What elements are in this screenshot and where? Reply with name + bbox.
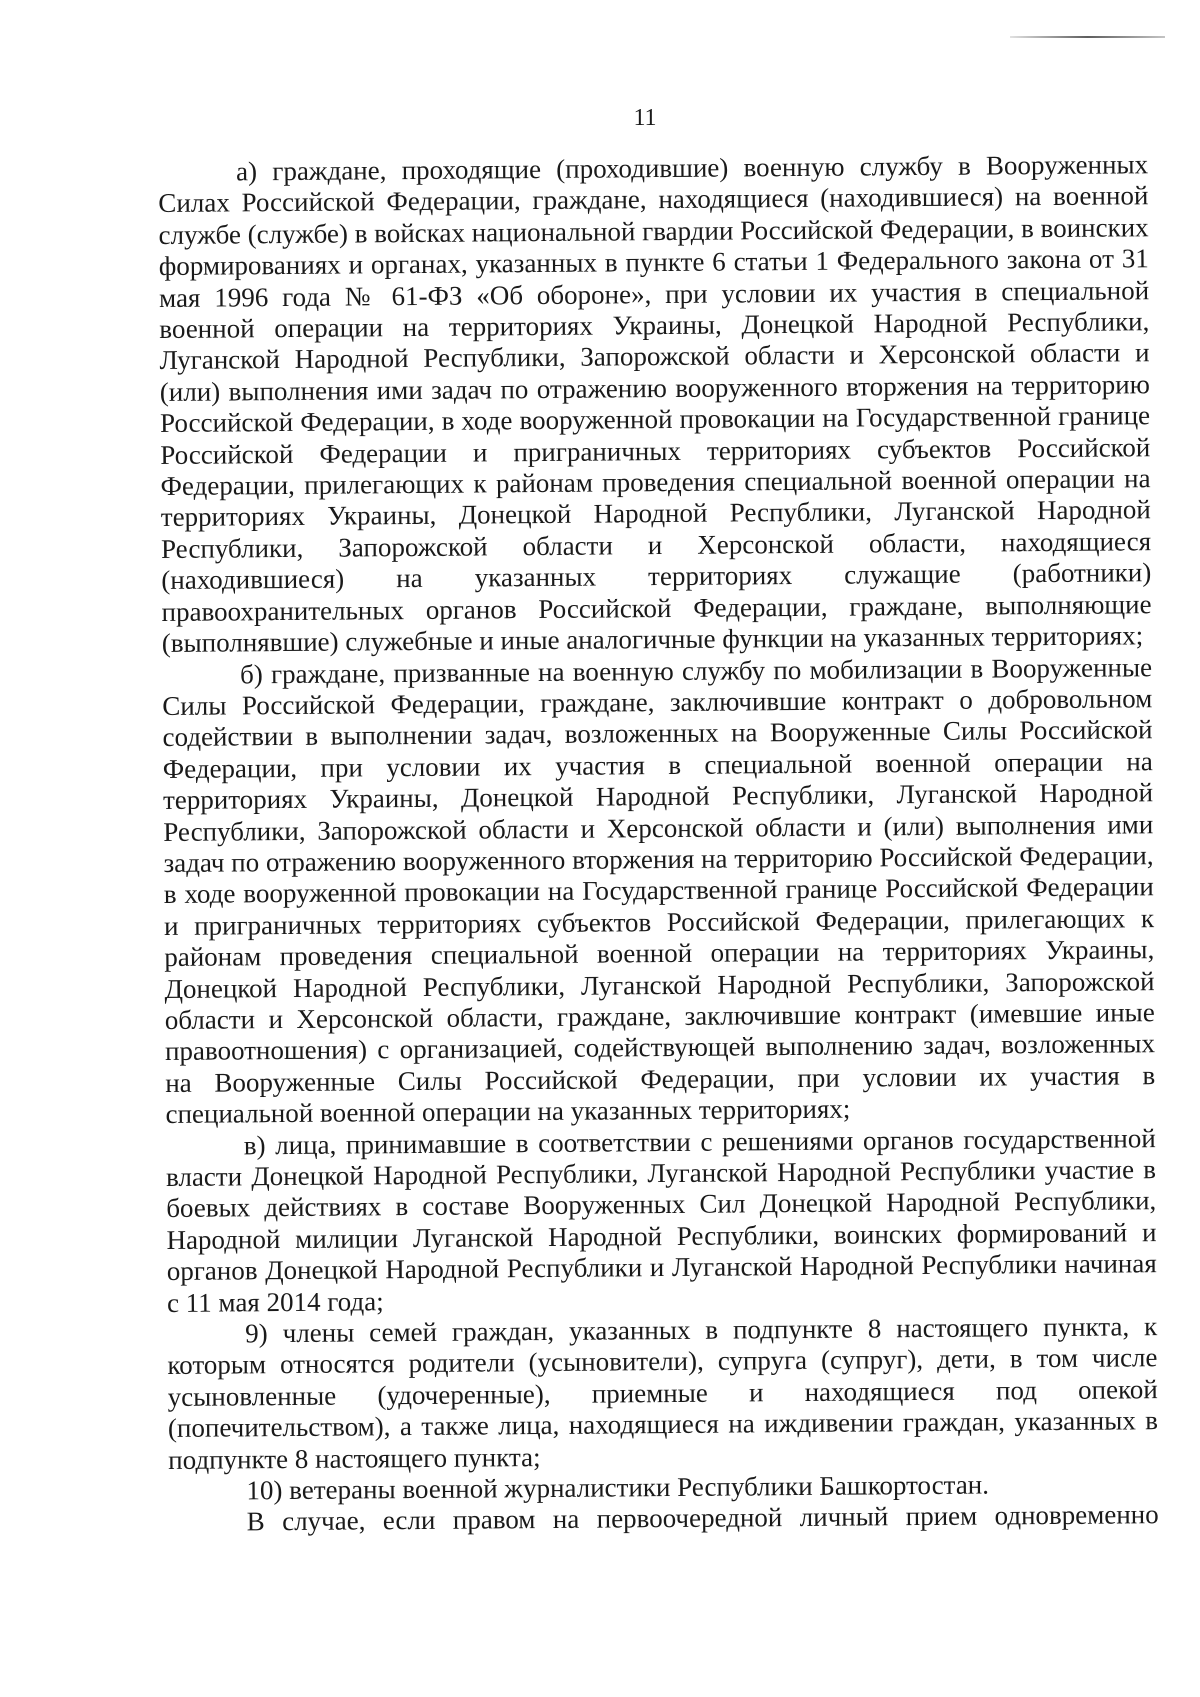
paragraph-continuation: В случае, если правом на первоочередной личный прием одновременно bbox=[246, 1499, 1159, 1537]
paragraph-subitem-b: б) граждане, призванные на военную службу по мобилизации в Вооруженные Силы Российской Федерации, граждане, заключившие контракт о добровольном содействии в выполнении задач, возложенных на Вооруженные Силы Российской Федерации, при условии их участия в специальной военной операции на территориях Украины, Донецкой Народной Республики, Луганской Народной Республики, Запорожской области и Херсонской области и (или) выполнения ими задач по отражению вооруженного вторжения на территорию Российской Федерации, в ходе вооруженной провокации на Государственной границе Российской Федерации и приграничных территориях субъектов Российской Федерации, прилегающих к районам проведения специальной военной операции на территориях Украины, Донецкой Народной Республики, Луганской Народной Республики, Запорожской области и Херсонской области, граждане, заключившие контракт (имевшие иные правоотношения) с организацией, содействующей выполнению задач, возложенных на Вооруженные Силы Российской Федерации, при условии их участия в специальной военной операции на указанных территориях; bbox=[162, 651, 1156, 1130]
paragraph-subitem-a: а) граждане, проходящие (проходившие) военную службу в Вооруженных Силах Российской Федерации, граждане, находящиеся (находившиеся) на военной службе (службе) в войсках национальной гвардии Российской Федерации, в воинских формированиях и органах, указанных в пункте 6 статьи 1 Федерального закона от 31 мая 1996 года № 61-ФЗ «Об обороне», при условии их участия в специальной военной операции на территориях Украины, Донецкой Народной Республики, Луганской Народной Республики, Запорожской области и Херсонской области и (или) выполнения ими задач по отражению вооруженного вторжения на территорию Российской Федерации, в ходе вооруженной провокации на Государственной границе Российской Федерации и приграничных территориях субъектов Российской Федерации, прилегающих к районам проведения специальной военной операции на территориях Украины, Донецкой Народной Республики, Луганской Народной Республики, Запорожской области и Херсонской области, находящиеся (находившиеся) на указанных территориях служащие (работники) правоохранительных органов Российской Федерации, граждане, выполняющие (выполнявшие) служебные и иные аналогичные функции на указанных территориях; bbox=[158, 149, 1152, 659]
paragraph-subitem-v: в) лица, принимавшие в соответствии с решениями органов государственной власти Донецкой Народной Республики, Луганской Народной Республики участие в боевых действиях в составе Вооруженных Сил Донецкой Народной Республики, Народной милиции Луганской Народной Республики, воинских формирований и органов Донецкой Народной Республики и Луганской Народной Республики начиная с 11 мая 2014 года; bbox=[165, 1122, 1157, 1318]
page-number: 11 bbox=[633, 105, 657, 131]
scan-edge-mark bbox=[1010, 36, 1165, 38]
paragraph-item-10: 10) ветераны военной журналистики Республики Башкортостан. bbox=[246, 1469, 990, 1506]
paragraph-item-9: 9) члены семей граждан, указанных в подпункте 8 настоящего пункта, к которым относятся родители (усыновители), супруга (супруг), дети, в том числе усыновленные (удочеренные), приемные и находящиеся под опекой (попечительством), а также лица, находящиеся на иждивении граждан, указанных в подпункте 8 настоящего пункта; bbox=[167, 1311, 1159, 1475]
document-body bbox=[158, 149, 1159, 1539]
